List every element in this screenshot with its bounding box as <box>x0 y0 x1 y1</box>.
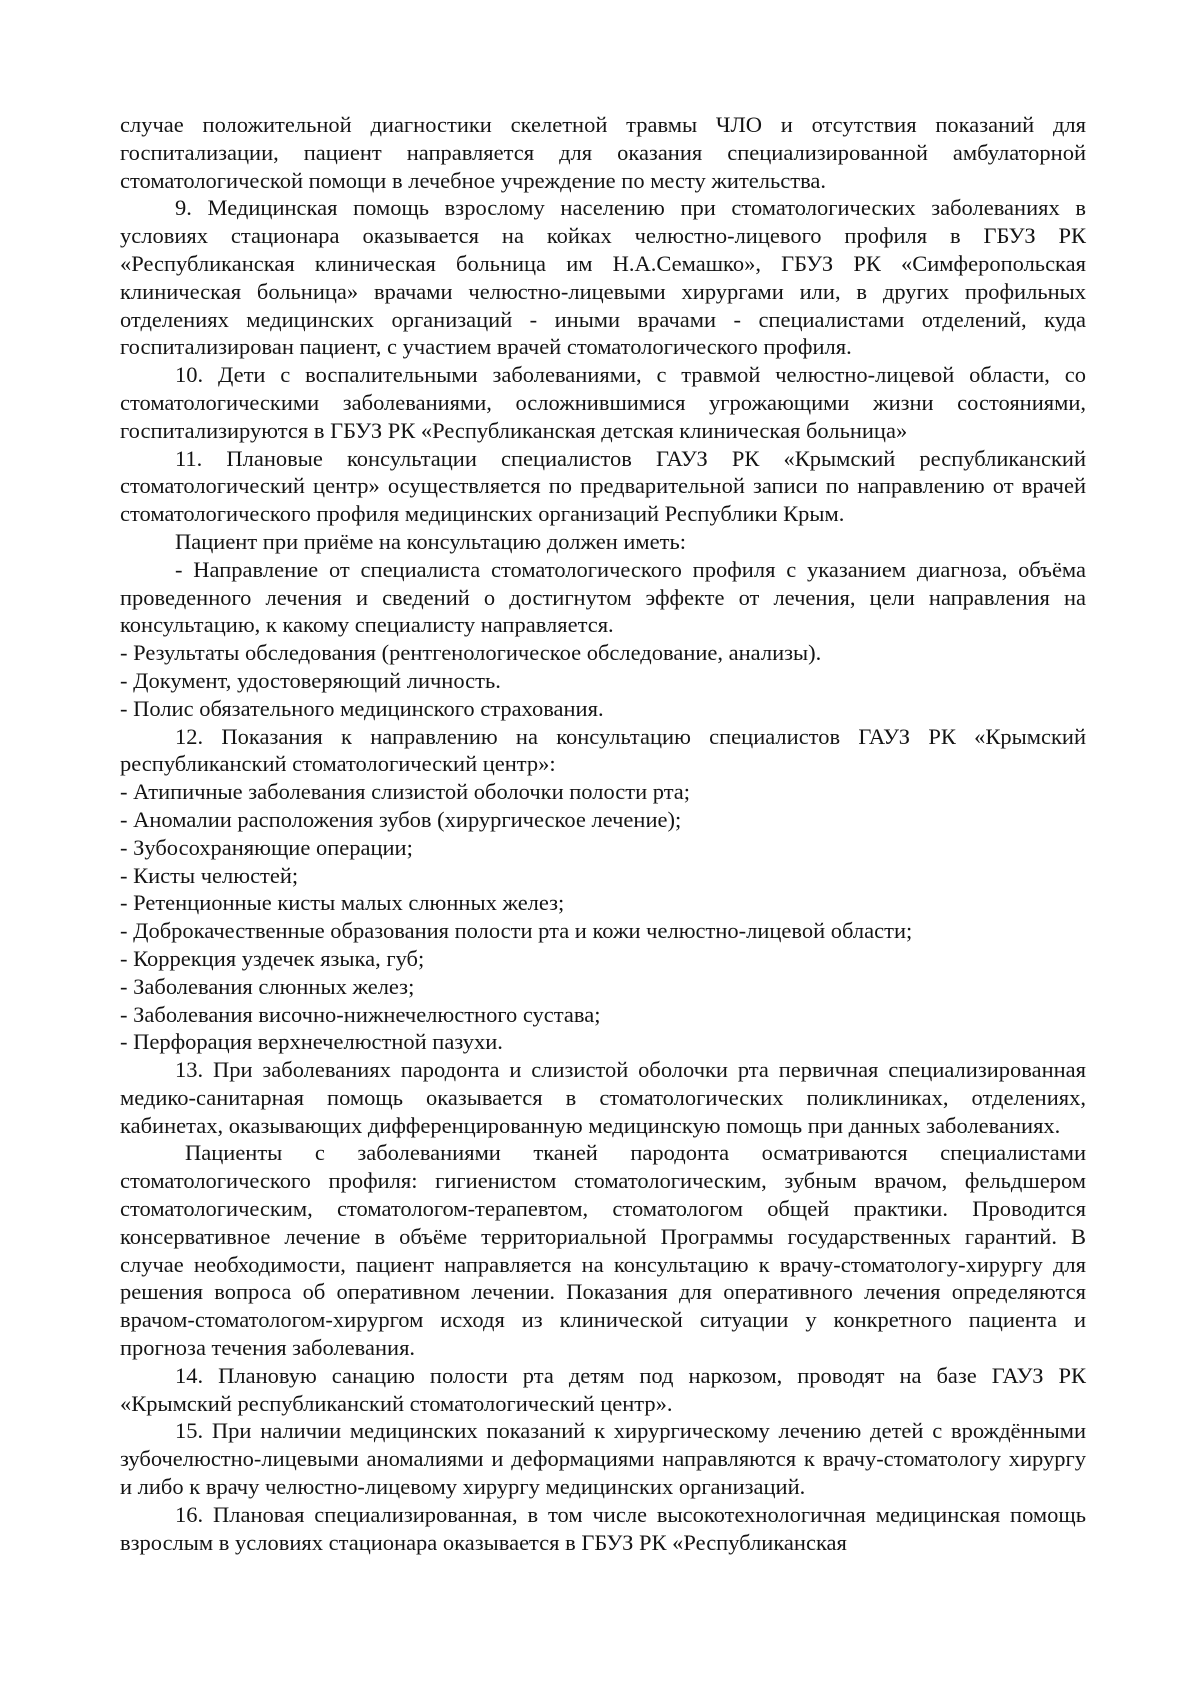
paragraph-9: 9. Медицинская помощь взрослому населению при стоматологических заболеваниях в условиях стационара оказывается на койках челюстно-лицевого профиля в ГБУЗ РК «Республиканская клиническая больница им Н.А.Семашко», ГБУЗ РК «Симферопольская клиническая больница» врачами челюстно-лицевыми хирургами или, в других профильных отделениях медицинских организаций - иными врачами - специалистами отделений, куда госпитализирован пациент, с участием врачей стоматологического профиля. <box>120 195 1086 360</box>
list-item-indication: - Атипичные заболевания слизистой оболочки полости рта; <box>120 779 691 805</box>
paragraph-requirements-intro: Пациент при приёме на консультацию должен иметь: <box>175 528 686 554</box>
paragraph-10: 10. Дети с воспалительными заболеваниями, с травмой челюстно-лицевой области, со стоматологическими заболеваниями, осложнившимися угрожающими жизни состояниями, госпитализируются в ГБУЗ РК «Республиканская детская клиническая больница» <box>120 362 1086 443</box>
list-item-indication: - Аномалии расположения зубов (хирургическое лечение); <box>120 806 682 832</box>
paragraph-11: 11. Плановые консультации специалистов ГАУЗ РК «Крымский республиканский стоматологический центр» осуществляется по предварительной записи по направлению от врачей стоматологического профиля медицинских организаций Республики Крым. <box>120 445 1086 527</box>
list-item-indication: - Доброкачественные образования полости рта и кожи челюстно-лицевой области; <box>120 918 913 944</box>
list-item-indication: - Коррекция уздечек языка, губ; <box>120 945 425 971</box>
paragraph-periodontal-patients: Пациенты с заболеваниями тканей пародонта осматриваются специалистами стоматологического профиля: гигиенистом стоматологическим, зубным врачом, фельдшером стоматологическим, стоматологом-терапевтом, стоматологом общей практики. Проводится консервативное лечение в объёме территориальной Программы государственных гарантий. В случае необходимости, пациент направляется на консультацию к врачу-стоматологу-хирургу для решения вопроса об оперативном лечении. Показания для оперативного лечения определяются врачом-стоматологом-хирургом исходя из клинической ситуации у конкретного пациента и прогноза течения заболевания. <box>120 1140 1086 1361</box>
document-body <box>120 111 1086 1556</box>
list-item-insurance: - Полис обязательного медицинского страхования. <box>120 695 604 721</box>
paragraph-13: 13. При заболеваниях пародонта и слизистой оболочки рта первичная специализированная медико-санитарная помощь оказывается в стоматологических поликлиниках, отделениях, кабинетах, оказывающих дифференцированную медицинскую помощь при данных заболеваниях. <box>120 1057 1086 1138</box>
list-item-results: - Результаты обследования (рентгенологическое обследование, анализы). <box>120 640 822 666</box>
list-item-referral: - Направление от специалиста стоматологического профиля с указанием диагноза, объёма проведенного лечения и сведений о достигнутом эффекте от лечения, цели направления на консультацию, к какому специалисту направляется. <box>120 556 1086 638</box>
paragraph-continuation: случае положительной диагностики скелетной травмы ЧЛО и отсутствия показаний для госпитализации, пациент направляется для оказания специализированной амбулаторной стоматологической помощи в лечебное учреждение по месту жительства. <box>120 112 1086 193</box>
list-item-indication: - Перфорация верхнечелюстной пазухи. <box>120 1029 503 1055</box>
paragraph-14: 14. Плановую санацию полости рта детям под наркозом, проводят на базе ГАУЗ РК «Крымский республиканский стоматологический центр». <box>120 1362 1086 1416</box>
paragraph-15: 15. При наличии медицинских показаний к хирургическому лечению детей с врождёнными зубочелюстно-лицевыми аномалиями и деформациями направляются к врачу-стоматологу хирургу и либо к врачу челюстно-лицевому хирургу медицинских организаций. <box>120 1418 1086 1500</box>
list-item-indication: - Кисты челюстей; <box>120 862 299 888</box>
list-item-id-document: - Документ, удостоверяющий личность. <box>120 667 501 693</box>
list-item-indication: - Ретенционные кисты малых слюнных желез; <box>120 890 565 916</box>
list-item-indication: - Заболевания височно-нижнечелюстного сустава; <box>120 1001 601 1027</box>
paragraph-12: 12. Показания к направлению на консультацию специалистов ГАУЗ РК «Крымский республиканский стоматологический центр»: <box>120 723 1086 777</box>
list-item-indication: - Заболевания слюнных желез; <box>120 973 415 999</box>
paragraph-16: 16. Плановая специализированная, в том числе высокотехнологичная медицинская помощь взрослым в условиях стационара оказывается в ГБУЗ РК «Республиканская <box>120 1501 1086 1555</box>
list-item-indication: - Зубосохраняющие операции; <box>120 834 413 860</box>
